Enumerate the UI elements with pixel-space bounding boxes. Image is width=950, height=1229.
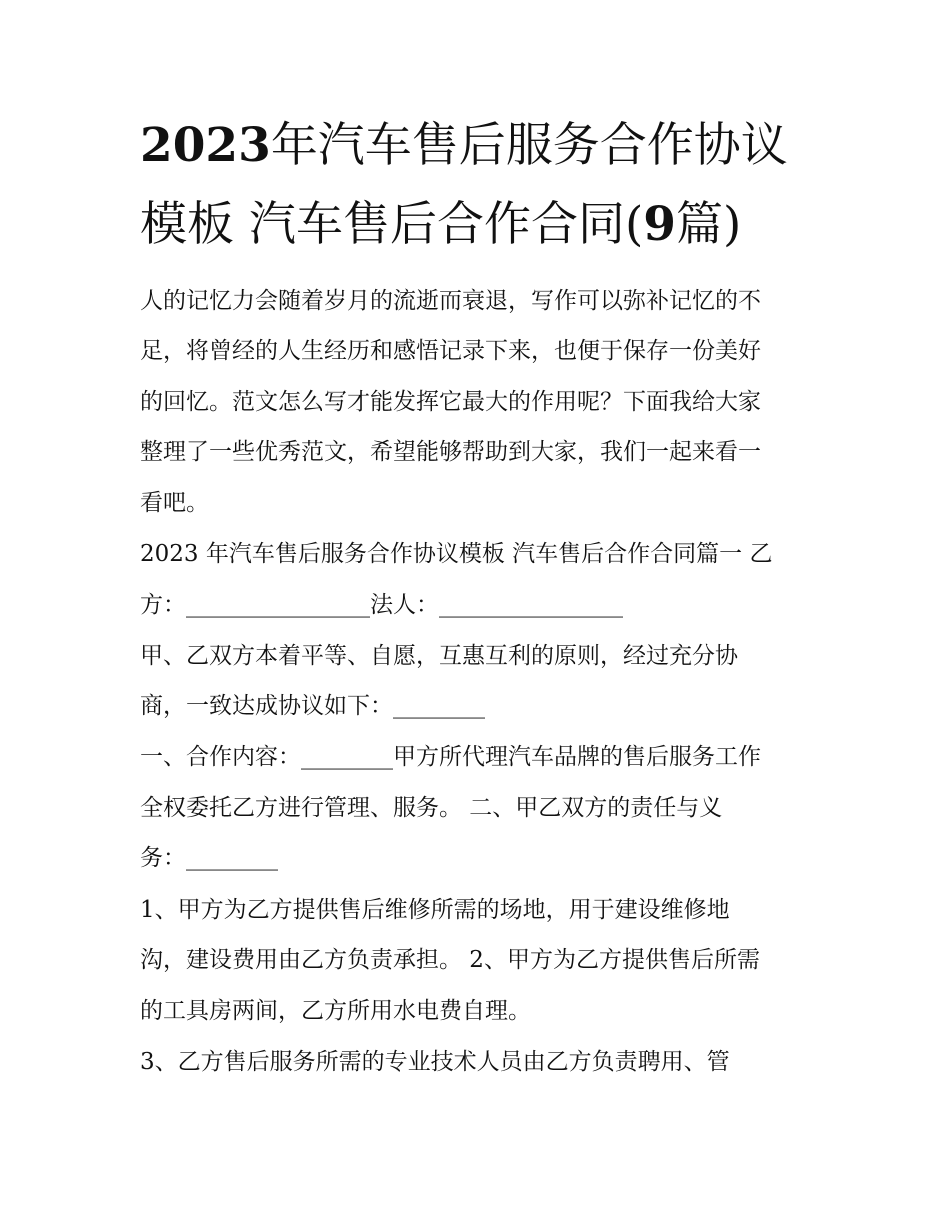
body-text-line: 全权委托乙方进行管理、服务。 二、甲乙双方的责任与义 [140, 795, 723, 821]
body-text-line: 的工具房两间，乙方所用水电费自理。 [140, 998, 531, 1024]
title-text: 年汽车售后服务合作协议 [270, 118, 788, 173]
body-text-line: 整理了一些优秀范文，希望能够帮助到大家，我们一起来看一 [140, 439, 761, 465]
body-text-line: 商，一致达成协议如下：________ [140, 693, 485, 719]
body-text-line: 甲、乙双方本着平等、自愿，互惠互利的原则，经过充分协 [140, 643, 738, 669]
title-text: 模板 汽车售后合作合同( [140, 197, 644, 252]
party-fields-line: 方：________________法人：________________ [140, 592, 623, 618]
section-heading-line: 2023 年汽车售后服务合作协议模板 汽车售后合作合同篇一 乙 [140, 541, 773, 567]
body-text-line: 看吧。 [140, 490, 209, 516]
title-text: 篇) [675, 197, 742, 252]
body-text-line: 的回忆。范文怎么写才能发挥它最大的作用呢？下面我给大家 [140, 389, 761, 415]
title-count: 9 [643, 197, 676, 252]
body-text-line: 务：________ [140, 845, 278, 871]
document-title-line-2 [140, 197, 830, 252]
document-title-line-1 [140, 118, 830, 173]
body-text-line: 一、合作内容：________甲方所代理汽车品牌的售后服务工作 [140, 744, 761, 770]
body-text-line: 3、乙方售后服务所需的专业技术人员由乙方负责聘用、管 [140, 1049, 730, 1075]
body-text-line: 足，将曾经的人生经历和感悟记录下来，也便于保存一份美好 [140, 338, 761, 364]
title-year: 2023 [140, 118, 271, 173]
body-text-line: 沟，建设费用由乙方负责承担。 2、甲方为乙方提供售后所需 [140, 947, 760, 973]
body-text-line: 人的记忆力会随着岁月的流逝而衰退，写作可以弥补记忆的不 [140, 288, 761, 314]
body-text-line: 1、甲方为乙方提供售后维修所需的场地，用于建设维修地 [140, 897, 730, 923]
